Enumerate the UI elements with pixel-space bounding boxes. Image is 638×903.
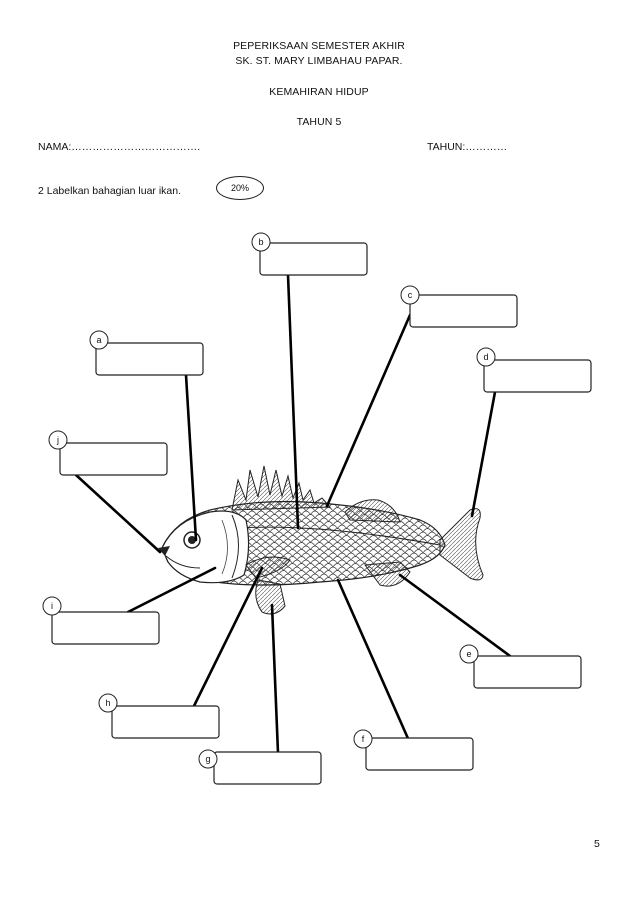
answer-box-b[interactable] [260, 243, 367, 275]
label-a: a [96, 335, 102, 345]
exam-title: PEPERIKSAAN SEMESTER AKHIR [233, 40, 405, 52]
answer-box-d[interactable] [484, 360, 591, 392]
subject-title: KEMAHIRAN HIDUP [269, 86, 369, 98]
answer-box-g[interactable] [214, 752, 321, 784]
label-c: c [407, 290, 413, 300]
name-field: NAMA:………………………………. [38, 141, 201, 153]
label-j: j [57, 435, 59, 445]
label-g: g [205, 754, 211, 764]
question-text: 2 Labelkan bahagian luar ikan. [38, 185, 182, 197]
label-b: b [258, 237, 264, 247]
answer-box-c[interactable] [410, 295, 517, 327]
answer-box-e[interactable] [474, 656, 581, 688]
label-f: f [361, 734, 365, 744]
answer-box-j[interactable] [60, 443, 167, 475]
fish-illustration [158, 466, 483, 614]
label-e: e [466, 649, 472, 659]
marks-badge: 20% [216, 176, 264, 200]
label-h: h [105, 698, 111, 708]
school-name: SK. ST. MARY LIMBAHAU PAPAR. [235, 55, 403, 67]
label-i: i [51, 601, 53, 611]
page-number: 5 [594, 838, 600, 850]
answer-box-a[interactable] [96, 343, 203, 375]
answer-box-h[interactable] [112, 706, 219, 738]
class-field: TAHUN:………… [427, 141, 508, 153]
answer-box-i[interactable] [52, 612, 159, 644]
year-title: TAHUN 5 [296, 116, 342, 128]
label-d: d [483, 352, 489, 362]
answer-box-f[interactable] [366, 738, 473, 770]
